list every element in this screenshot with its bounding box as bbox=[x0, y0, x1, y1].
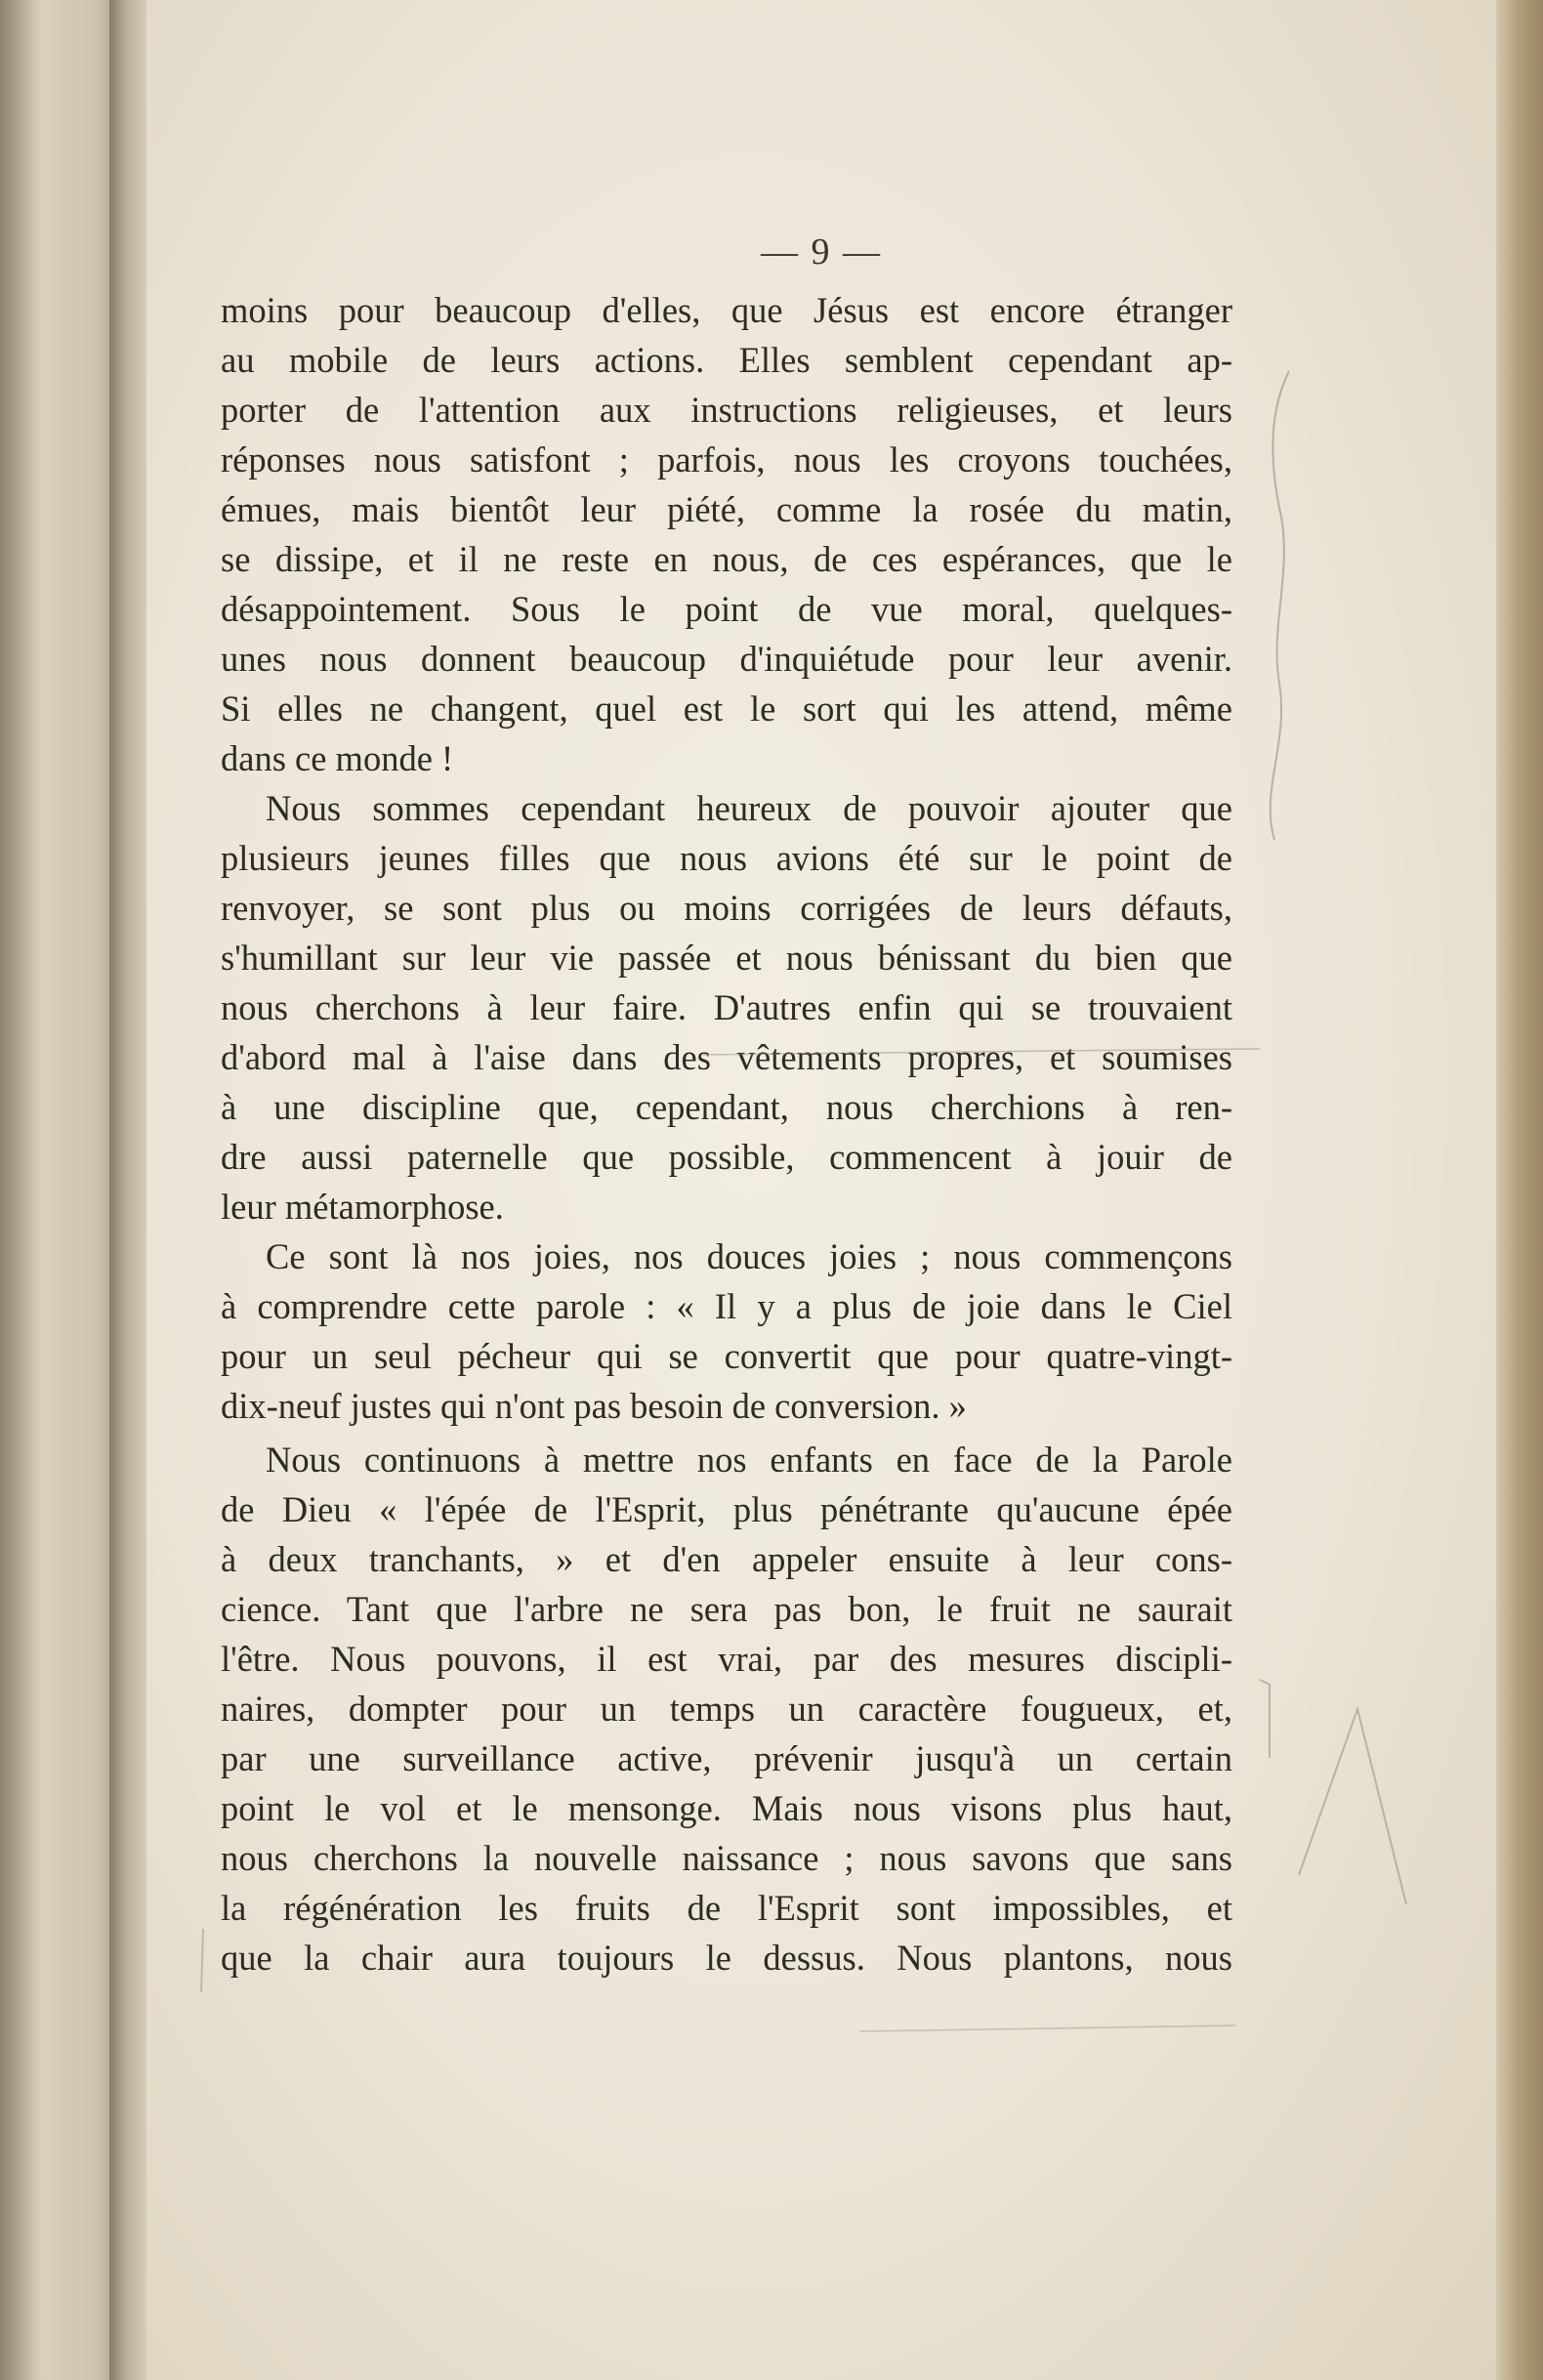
text-line: à une discipline que, cependant, nous cherchions à ren- bbox=[221, 1087, 1232, 1127]
text-line: à comprendre cette parole : « Il y a plus de joie dans le Ciel bbox=[221, 1286, 1232, 1326]
text-line: dre aussi paternelle que possible, commencent à jouir de bbox=[221, 1137, 1232, 1177]
page-number: — 9 — bbox=[761, 231, 882, 272]
text-line: nous cherchons la nouvelle naissance ; nous savons que sans bbox=[221, 1838, 1232, 1878]
body-text bbox=[221, 285, 1232, 1983]
text-line: réponses nous satisfont ; parfois, nous les croyons touchées, bbox=[221, 439, 1232, 480]
text-line: désappointement. Sous le point de vue moral, quelques- bbox=[221, 589, 1232, 629]
text-line: renvoyer, se sont plus ou moins corrigées de leurs défauts, bbox=[221, 888, 1232, 928]
text-line: d'abord mal à l'aise dans des vêtements propres, et soumises bbox=[221, 1037, 1232, 1077]
text-line: naires, dompter pour un temps un caractère fougueux, et, bbox=[221, 1689, 1232, 1729]
previous-page-edge bbox=[0, 0, 117, 2380]
text-line: se dissipe, et il ne reste en nous, de ces espérances, que le bbox=[221, 539, 1232, 579]
text-line: cience. Tant que l'arbre ne sera pas bon, le fruit ne saurait bbox=[221, 1589, 1232, 1629]
text-line: unes nous donnent beaucoup d'inquiétude pour leur avenir. bbox=[221, 639, 1232, 679]
text-line: au mobile de leurs actions. Elles semblent cependant ap- bbox=[221, 340, 1232, 380]
text-line: nous cherchons à leur faire. D'autres enfin qui se trouvaient bbox=[221, 987, 1232, 1027]
text-line: Nous sommes cependant heureux de pouvoir ajouter que bbox=[266, 788, 1232, 828]
text-line: pour un seul pécheur qui se convertit que pour quatre-vingt- bbox=[221, 1336, 1232, 1376]
paragraph-3 bbox=[221, 1232, 1232, 1431]
text-line: porter de l'attention aux instructions religieuses, et leurs bbox=[221, 390, 1232, 430]
text-line: émues, mais bientôt leur piété, comme la rosée du matin, bbox=[221, 489, 1232, 529]
text-line: moins pour beaucoup d'elles, que Jésus est encore étranger bbox=[221, 290, 1232, 330]
text-line: par une surveillance active, prévenir jusqu'à un certain bbox=[221, 1738, 1232, 1778]
paragraph-1 bbox=[221, 285, 1232, 783]
text-line: dix-neuf justes qui n'ont pas besoin de conversion. » bbox=[221, 1386, 967, 1426]
text-line: à deux tranchants, » et d'en appeler ensuite à leur cons- bbox=[221, 1539, 1232, 1579]
text-line: que la chair aura toujours le dessus. Nous plantons, nous bbox=[221, 1938, 1232, 1978]
text-line: point le vol et le mensonge. Mais nous visons plus haut, bbox=[221, 1788, 1232, 1828]
text-line: la régénération les fruits de l'Esprit sont impossibles, et bbox=[221, 1888, 1232, 1928]
text-line: Ce sont là nos joies, nos douces joies ; nous commençons bbox=[266, 1236, 1232, 1276]
text-line: s'humillant sur leur vie passée et nous bénissant du bien que bbox=[221, 938, 1232, 978]
page-fore-edge bbox=[1496, 0, 1543, 2380]
text-line: Nous continuons à mettre nos enfants en face de la Parole bbox=[266, 1440, 1232, 1480]
text-line: Si elles ne changent, quel est le sort qui les attend, même bbox=[221, 689, 1232, 729]
paragraph-2 bbox=[221, 783, 1232, 1232]
text-line: l'être. Nous pouvons, il est vrai, par des mesures discipli- bbox=[221, 1639, 1232, 1679]
text-line: plusieurs jeunes filles que nous avions été sur le point de bbox=[221, 838, 1232, 878]
text-line: leur métamorphose. bbox=[221, 1187, 504, 1227]
paragraph-4 bbox=[221, 1435, 1232, 1983]
text-line: dans ce monde ! bbox=[221, 738, 454, 778]
text-line: de Dieu « l'épée de l'Esprit, plus pénétrante qu'aucune épée bbox=[221, 1489, 1232, 1529]
